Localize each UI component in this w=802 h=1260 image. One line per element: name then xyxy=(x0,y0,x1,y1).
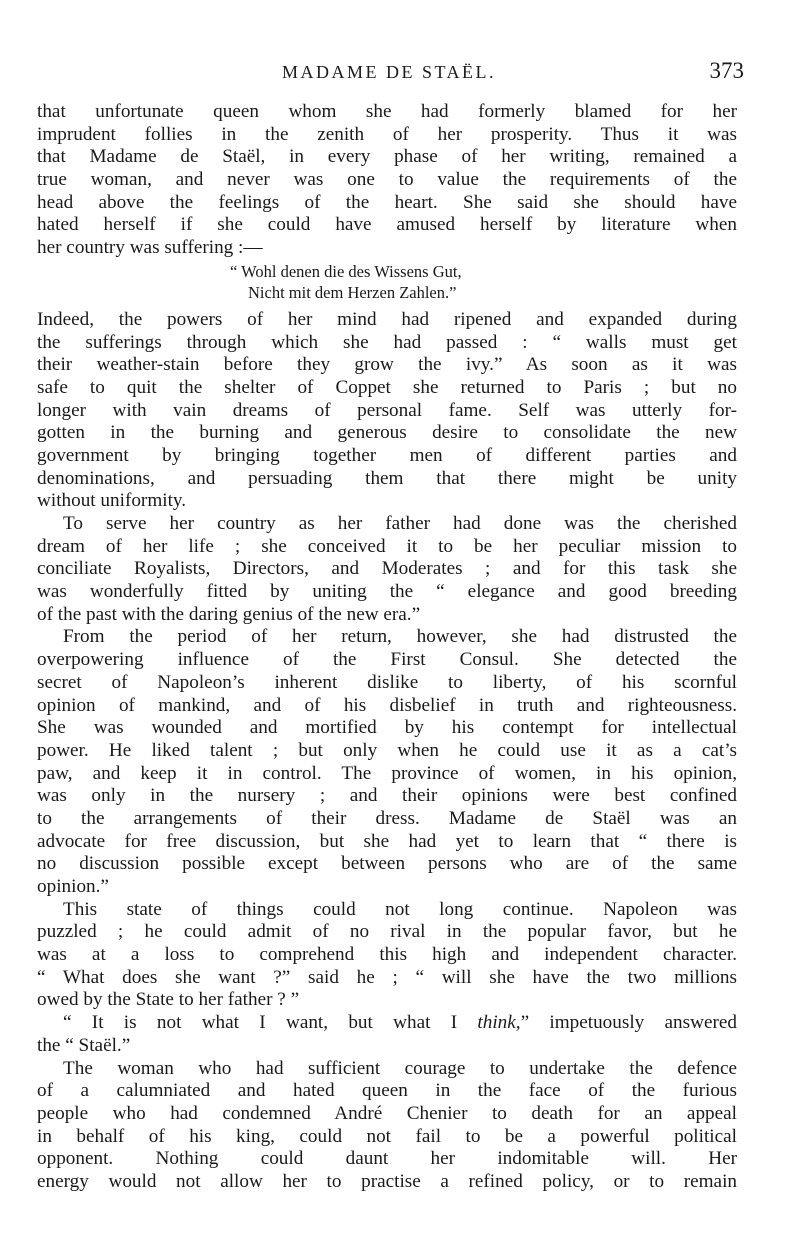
text-line: puzzled ; he could admit of no rival in the popular favor, but he xyxy=(37,921,737,943)
paragraph-5 xyxy=(37,899,737,1012)
text-line: was at a loss to comprehend this high and independent character. xyxy=(37,944,737,966)
text-line: government by bringing together men of different parties and xyxy=(37,444,737,466)
text-line: The woman who had sufficient courage to undertake the defence xyxy=(63,1057,737,1079)
text-line: paw, and keep it in control. The province of women, in his opinion, xyxy=(37,762,737,784)
text-line: was wonderfully fitted by uniting the “ elegance and good breeding xyxy=(37,581,737,603)
text-line: the sufferings through which she had passed : “ walls must get xyxy=(37,331,737,353)
text-line: opinion.” xyxy=(37,876,109,897)
paragraph-3 xyxy=(37,513,737,626)
text-line: in behalf of his king, could not fail to be a powerful political xyxy=(37,1125,737,1147)
paragraph-2 xyxy=(37,309,737,513)
paragraph-4 xyxy=(37,626,737,898)
text-line: dream of her life ; she conceived it to be her peculiar mission to xyxy=(37,535,737,557)
text-line: her country was suffering :— xyxy=(37,237,263,259)
running-head xyxy=(34,58,744,88)
paragraph-7 xyxy=(37,1058,737,1194)
text-line: conciliate Royalists, Directors, and Moderates ; and for this task she xyxy=(37,558,737,580)
quotation-line: Nicht mit dem Herzen Zahlen.” xyxy=(248,282,457,302)
text-line xyxy=(37,1012,737,1035)
text-line: denominations, and persuading them that there might be unity xyxy=(37,467,737,489)
text-line: that Madame de Staël, in every phase of her writing, remained a xyxy=(37,146,737,168)
text-line: Indeed, the powers of her mind had ripened and expanded during xyxy=(37,308,737,330)
paragraph-6 xyxy=(37,1012,737,1057)
text-line: She was wounded and mortified by his contempt for intellectual xyxy=(37,717,737,739)
text-line: to the arrangements of their dress. Madame de Staël was an xyxy=(37,807,737,829)
text-line: gotten in the burning and generous desire to consolidate the new xyxy=(37,422,737,444)
text-line: safe to quit the shelter of Coppet she returned to Paris ; but no xyxy=(37,376,737,398)
text-line: opinion of mankind, and of his disbelief in truth and righteousness. xyxy=(37,694,737,716)
text-line: power. He liked talent ; but only when he could use it as a cat’s xyxy=(37,739,737,761)
quotation-line: “ Wohl denen die des Wissens Gut, xyxy=(230,261,462,281)
text-line: their weather-stain before they grow the ivy.” As soon as it was xyxy=(37,354,737,376)
body-text xyxy=(37,101,737,1194)
text-line: no discussion possible except between persons who are of the same xyxy=(37,853,737,875)
text-line: people who had condemned André Chenier to death for an appeal xyxy=(37,1102,737,1124)
paragraph-1 xyxy=(37,101,737,260)
text-line: that unfortunate queen whom she had formerly blamed for her xyxy=(37,101,737,122)
text-line: To serve her country as her father had done was the cherished xyxy=(63,513,737,534)
text-line: overpowering influence of the First Consul. She detected the xyxy=(37,649,737,671)
text-line: longer with vain dreams of personal fame. Self was utterly for- xyxy=(37,399,737,421)
text-line: imprudent follies in the zenith of her prosperity. Thus it was xyxy=(37,123,737,145)
text-line: hated herself if she could have amused herself by literature when xyxy=(37,214,737,236)
text-line: advocate for free discussion, but she had yet to learn that “ there is xyxy=(37,830,737,852)
text-line: owed by the State to her father ? ” xyxy=(37,989,300,1011)
text-line: the “ Staël.” xyxy=(37,1034,131,1056)
text-span: “ It is not what I want, but what I xyxy=(63,1012,478,1034)
running-title: MADAME DE STAËL. xyxy=(281,62,497,82)
text-line: without uniformity. xyxy=(37,490,187,512)
text-line: From the period of her return, however, she had distrusted the xyxy=(63,626,737,648)
text-line: was only in the nursery ; and their opinions were best confined xyxy=(37,785,737,807)
text-line: “ What does she want ?” said he ; “ will she have the two millions xyxy=(37,966,737,988)
text-line: head above the feelings of the heart. She said she should have xyxy=(37,191,737,213)
text-line: of a calumniated and hated queen in the face of the furious xyxy=(37,1080,737,1102)
text-line: true woman, and never was one to value the requirements of the xyxy=(37,169,737,191)
text-line: of the past with the daring genius of the new era.” xyxy=(37,603,421,625)
text-line: opponent. Nothing could daunt her indomitable will. Her xyxy=(37,1148,737,1170)
emphasized-word: think, xyxy=(477,1012,521,1034)
text-line: This state of things could not long continue. Napoleon was xyxy=(63,898,737,920)
text-line: energy would not allow her to practise a refined policy, or to remain xyxy=(37,1170,737,1192)
text-line: secret of Napoleon’s inherent dislike to liberty, of his scornful xyxy=(37,671,737,693)
page-number: 373 xyxy=(709,58,744,83)
text-span: ” impetuously answered xyxy=(520,1012,737,1034)
block-quotation xyxy=(37,261,737,303)
